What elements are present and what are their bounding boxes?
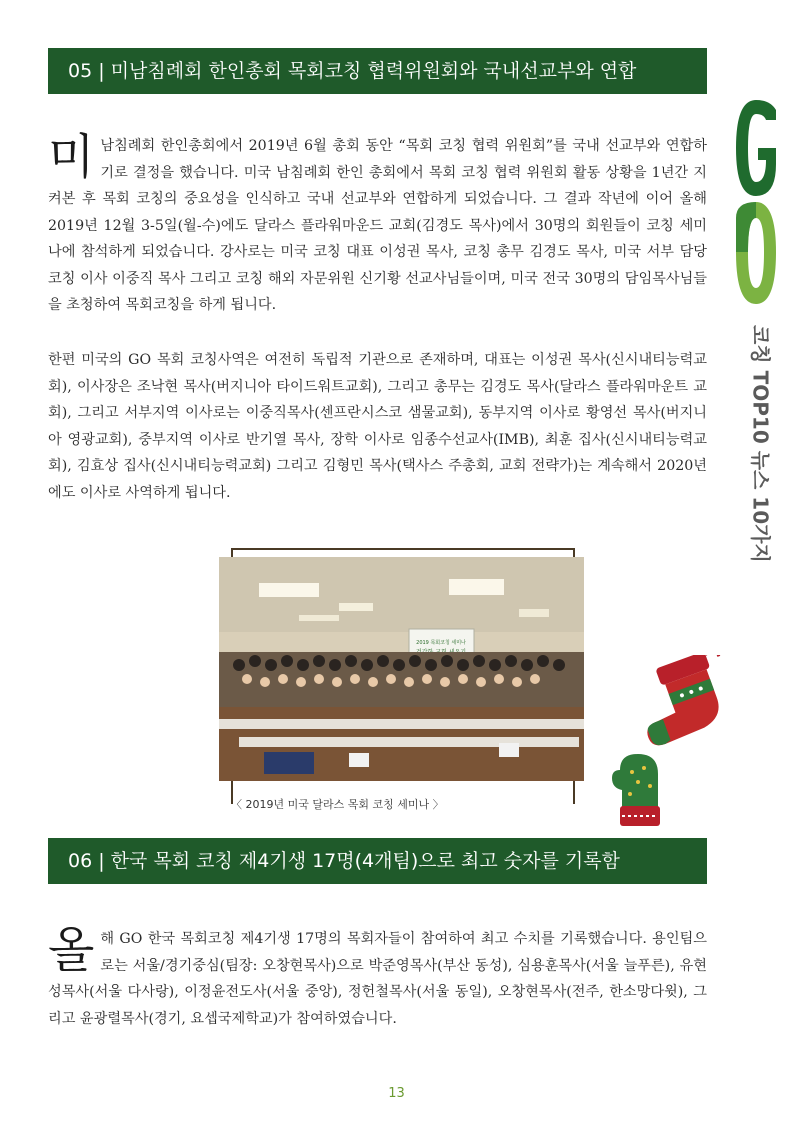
section-06-title: 06 | 한국 목회 코칭 제4기생 17명(4개팀)으로 최고 숫자를 기록함 — [48, 838, 707, 884]
photo-caption: 〈 2019년 미국 달라스 목회 코칭 세미나 〉 — [231, 798, 444, 811]
screen-title: 2019 목회코칭 세미나 — [416, 640, 466, 646]
section-05-paragraph-1 — [48, 129, 707, 319]
go-logo — [730, 98, 782, 308]
section-05-text-1: 남침례회 한인총회에서 2019년 6월 총회 동안 “목회 코칭 협력 위원회”를 국내 선교부와 연합하기로 결정을 했습니다. 미국 남침례회 한인 총회에서 목회 코칭 협력 위원회 활동 상황을 1년간 지켜본 후 목회 코칭의 중요성을 인식하고 국내 선교부와 연합하게 되었습니다. 그 결과 작년에 이어 올해 2019년 12월 3-5일(월-수)에도 달라스 플라워마운드 교회(김경도 목사)에서 30명의 회원들이 코칭 세미나에 참석하게 되었습니다. 강사로는 미국 코칭 대표 이성권 목사, 코칭 총무 김경도 목사, 미국 서부 담당 코칭 이사 이중직 목사 그리고 코칭 해외 자문위원 신기황 선교사님들이며, 미국 전국 30명의 담임목사님들을 초청하여 목회코칭을 하게 됩니다. — [48, 138, 707, 313]
seminar-photo — [219, 557, 584, 781]
page-number: 13 — [388, 1086, 405, 1101]
section-05-paragraph-2: 한편 미국의 GO 목회 코칭사역은 여전히 독립적 기관으로 존재하며, 대표는 이성권 목사(신시내티능력교회), 이사장은 조낙현 목사(버지니아 타이드워트교회), 그리고 총무는 김경도 목사(달라스 플라워마운트 교회), 그리고 서부지역 이사로는 이중직목사(센프란시스코 샘물교회), 동부지역 이사로 황영선 목사(버지니아 영광교회), 중부지역 이사로 반기열 목사, 장학 이사로 임종수선교사(IMB), 최훈 집사(신시내티능력교회), 김효상 집사(신시내티능력교회) 그리고 김형민 목사(택사스 주총회, 교회 전략가)는 계속해서 2020년에도 이사로 사역하게 됩니다. — [48, 352, 707, 501]
section-05-title: 05 | 미남침례회 한인총회 목회코칭 협력위원회와 국내선교부와 연합 — [48, 48, 707, 94]
section-06-paragraph-1 — [48, 922, 707, 1032]
christmas-mitten-icon — [610, 752, 668, 830]
dropcap: 미 — [48, 129, 95, 185]
christmas-stocking-icon — [628, 655, 740, 747]
dropcap: 올 — [48, 922, 95, 978]
section-06-text-1: 해 GO 한국 목회코칭 제4기생 17명의 목회자들이 참여하여 최고 수치를 기록했습니다. 용인팀으로는 서울/경기중심(팀장: 오창현목사)으로 박준영목사(부산 동성), 심용훈목사(서울 늘푸른), 유현성목사(서울 다사랑), 이정윤전도사(서울 중앙), 정헌철목사(서울 동일), 오창현목사(전주, 한소망다윗), 그리고 윤광렬목사(경기, 요셉국제학교)가 참여하였습니다. — [48, 931, 707, 1027]
vertical-label — [737, 325, 781, 615]
vertical-label-text: 코칭 TOP10 뉴스 10가지 — [748, 325, 773, 563]
